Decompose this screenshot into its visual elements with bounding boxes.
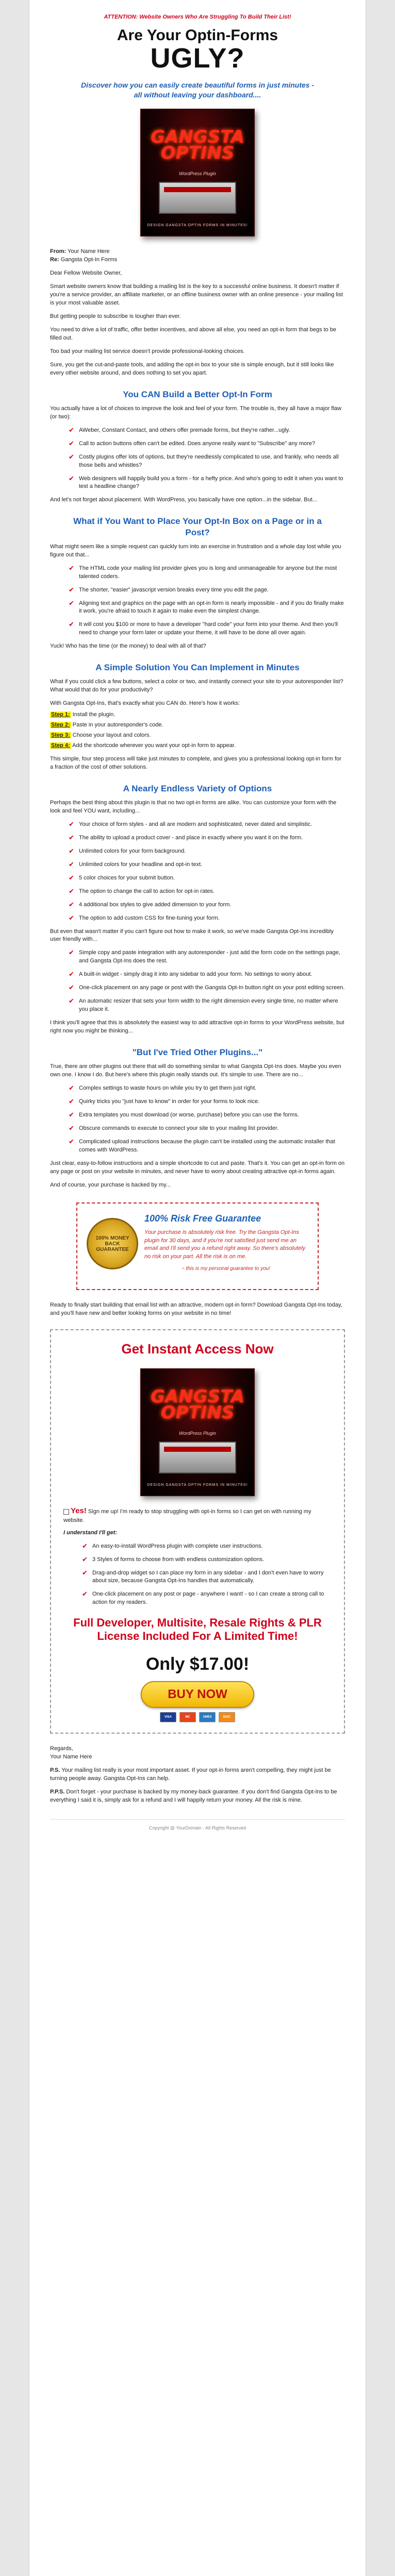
- list-item-text: Unlimited colors for your headline and opt-in text.: [79, 861, 203, 868]
- guarantee-signature: ~ this is my personal guarantee to you!: [181, 1266, 271, 1272]
- list-item: [69, 1098, 345, 1106]
- list-item: [69, 821, 345, 829]
- section4-outro: I think you'll agree that this is absolutely the easiest way to add attractive opt-in forms to your WordPress website, but right now you might be thinking...: [50, 1020, 344, 1034]
- checkmark-icon: ✔: [69, 1137, 74, 1145]
- card-visa-icon: VISA: [160, 1712, 176, 1722]
- guarantee-box: [76, 1202, 319, 1290]
- list-item-text: Extra templates you must download (or worse, purchase) before you can use the forms.: [79, 1111, 299, 1118]
- list-item-text: An easy-to-install WordPress plugin with complete user instructions.: [92, 1543, 263, 1549]
- step-text: Choose your layout and colors.: [71, 732, 151, 739]
- list-item-text: An automatic resizer that sets your form width to the right dimension every single time, no matter where you place it.: [79, 998, 338, 1013]
- section5-p1: Just clear, easy-to-follow instructions and a simple shortcode to cut and paste. That's it. You can get an opt-in form on any page or post on your website in minutes, and never have to worry about creating attractive opt-in forms again.: [50, 1160, 345, 1175]
- section1-list: [69, 427, 345, 492]
- section5-list: [69, 1084, 345, 1155]
- step-text: Install the plugin.: [71, 711, 116, 718]
- checkmark-icon: ✔: [82, 1541, 88, 1550]
- checkmark-icon: ✔: [69, 474, 74, 482]
- intro-paragraph: Too bad your mailing list service doesn't provide professional-looking choices.: [50, 348, 245, 354]
- section2-heading: What if You Want to Place Your Opt-In Box on a Page or in a Post?: [73, 516, 322, 537]
- list-item: [82, 1590, 332, 1607]
- buy-now-button[interactable]: BUY NOW: [141, 1681, 254, 1708]
- order-product-box-screen: [159, 1442, 236, 1473]
- section5-p2: And of course, your purchase is backed by my...: [50, 1181, 171, 1188]
- letter-meta: From: Your Name Here Re: Gangsta Opt-In Forms: [50, 248, 118, 263]
- post-postscript: P.P.S. Don't forget - your purchase is backed by my money-back guarantee. If you don't find Gangsta Opt-Ins to be everything I said it is, simply ask for a refund and I will happily return your money. All the risk is mine.: [50, 1788, 337, 1803]
- product-box-title: GANGSTA OPTINS: [151, 127, 244, 163]
- order-product-box-title: GANGSTA OPTINS: [151, 1386, 244, 1423]
- list-item-text: Drag-and-drop widget so I can place my form in any sidebar - and I don't even have to worry about size, because Gangsta Opt-Ins handles that automatically.: [92, 1569, 324, 1584]
- list-item-text: Complex settings to waste hours on while you try to get them just right.: [79, 1085, 257, 1092]
- checkbox-icon[interactable]: [63, 1509, 69, 1515]
- step-label: Step 2:: [51, 722, 70, 728]
- buy-button-wrap: [63, 1681, 332, 1708]
- list-item-text: Web designers will happily build you a form - for a hefty price. And who's going to edit it when you want to test a headline change?: [79, 475, 343, 490]
- checkmark-icon: ✔: [69, 997, 74, 1005]
- section1-heading: You CAN Build a Better Opt-In Form: [123, 389, 272, 399]
- list-item: [69, 997, 345, 1014]
- list-item: [82, 1543, 332, 1551]
- product-box-tagline: DESIGN GANGSTA OPTIN FORMS IN MINUTES!: [147, 224, 248, 228]
- checkmark-icon: ✔: [69, 1124, 74, 1132]
- list-item: [69, 600, 345, 616]
- list-item: [69, 565, 345, 581]
- checkmark-icon: ✔: [82, 1590, 88, 1598]
- checkmark-icon: ✔: [69, 585, 74, 594]
- step-text: Add the shortcode wherever you want your opt-in form to appear.: [71, 742, 236, 749]
- list-item-text: Your choice of form styles - and all are modern and sophisticated, never dated and simplistic.: [79, 821, 312, 828]
- intro-paragraph: You need to drive a lot of traffic, offer better incentives, and above all else, you need an opt-in form that begs to be filled out.: [50, 326, 337, 341]
- card-disc-icon: DISC: [219, 1712, 235, 1722]
- understand-line: I understand I'll get:: [63, 1529, 118, 1536]
- checkmark-icon: ✔: [82, 1555, 88, 1563]
- product-box-screen: [159, 182, 236, 214]
- list-item-text: Complicated upload instructions because the plugin can't be installed using the automatic installer that comes with WordPress.: [79, 1138, 335, 1153]
- yes-text: Sign me up! I'm ready to stop struggling with opt-in forms so I can get on with running my website.: [63, 1509, 311, 1523]
- list-item-text: Simple copy and paste integration with any autoresponder - just add the form code on the settings page, and Gangsta Opt-Ins does the rest.: [79, 950, 340, 964]
- card-amex-icon: AMEX: [199, 1712, 216, 1722]
- step-label: Step 3:: [51, 732, 70, 739]
- step-item: [50, 721, 345, 730]
- list-item-text: Unlimited colors for your form background.: [79, 848, 186, 854]
- intro-paragraphs: [50, 283, 345, 377]
- subheadline: Discover how you can easily create beautiful forms in just minutes - all without leaving your dashboard....: [81, 80, 315, 99]
- list-item: [82, 1569, 332, 1586]
- checkmark-icon: ✔: [69, 820, 74, 828]
- postscript: P.S. Your mailing list really is your most important asset. If your opt-in forms aren't compelling, they might just be turning people away. Gangsta Opt-Ins can help.: [50, 1767, 331, 1782]
- list-item: [69, 834, 345, 842]
- list-item-text: AWeber, Constant Contact, and others offer premade forms, but they're rather...ugly.: [79, 427, 290, 433]
- checkmark-icon: ✔: [69, 873, 74, 882]
- guarantee-seal-icon: 100% MONEY BACK GUARANTEE: [87, 1218, 138, 1269]
- section1-intro: You actually have a lot of choices to improve the look and feel of your form. The trouble is, they all have a major flaw (or two):: [50, 405, 341, 420]
- section3-p1: What if you could click a few buttons, select a color or two, and instantly connect your site to your autoresponder list? What would that do for your productivity?: [50, 679, 343, 693]
- step-text: Paste in your autoresponder's code.: [71, 722, 163, 728]
- list-item: [69, 586, 345, 595]
- checkmark-icon: ✔: [69, 452, 74, 461]
- list-item-text: Aligning text and graphics on the page with an opt-in form is nearly impossible - and if you do finally make it work, you're afraid to touch it again to make even the simplest change.: [79, 600, 344, 615]
- sales-page: [29, 0, 366, 2576]
- step-item: [50, 711, 345, 719]
- list-item-text: The HTML code your mailing list provider gives you is long and unmanageable for anyone but the most talented coders.: [79, 565, 337, 580]
- pre-order-text: Ready to finally start building that email list with an attractive, modern opt-in form? Download Gangsta Opt-Ins today, and you'll have new and better looking forms on your website in no time!: [50, 1302, 342, 1317]
- greeting: Dear Fellow Website Owner,: [50, 270, 122, 277]
- list-item-text: Call to action buttons often can't be edited. Does anyone really want to "Subscribe" any more?: [79, 440, 316, 447]
- list-item-text: The shorter, "easier" javascript version breaks every time you edit the page.: [79, 586, 269, 593]
- signature: Regards, Your Name Here: [50, 1745, 92, 1760]
- list-item: [69, 901, 345, 909]
- checkmark-icon: ✔: [69, 900, 74, 908]
- checkmark-icon: ✔: [82, 1568, 88, 1577]
- checkmark-icon: ✔: [69, 564, 74, 572]
- list-item: [69, 914, 345, 923]
- list-item: [69, 621, 345, 637]
- checkmark-icon: ✔: [69, 620, 74, 629]
- section3-p2: With Gangsta Opt-Ins, that's exactly what you CAN do. Here's how it works:: [50, 700, 240, 707]
- intro-paragraph: Smart website owners know that building a mailing list is the key to a successful online business. It doesn't matter if you're a service provider, an affiliate marketer, or an offline business owner with an online presence - your mailing list is your most valuable asset.: [50, 283, 343, 307]
- intro-paragraph: Sure, you get the cut-and-paste tools, and adding the opt-in box to your site is simple enough, but it still looks like every other website around, and does nothing to set you apart.: [50, 361, 334, 376]
- product-box-wrap: [50, 99, 345, 236]
- payment-cards: [63, 1712, 332, 1722]
- section4-list2: [69, 949, 345, 1014]
- section3-p3: This simple, four step process will take just minutes to complete, and gives you a professional looking opt-in form for a fraction of the cost of other solutions.: [50, 756, 341, 770]
- attention-line: ATTENTION: Website Owners Who Are Struggling To Build Their List!: [104, 14, 291, 20]
- step-item: [50, 732, 345, 740]
- step-label: Step 1:: [51, 711, 70, 718]
- list-item: [69, 971, 345, 979]
- order-product-box-subtitle: WordPress Plugin: [178, 1431, 217, 1436]
- checkmark-icon: ✔: [69, 1097, 74, 1105]
- step-label: Step 4:: [51, 742, 70, 749]
- section5-heading: "But I've Tried Other Plugins...": [132, 1047, 263, 1057]
- list-item: [69, 1138, 345, 1155]
- list-item: [69, 1111, 345, 1120]
- list-item: [82, 1556, 332, 1564]
- checkmark-icon: ✔: [69, 887, 74, 895]
- guarantee-heading: 100% Risk Free Guarantee: [144, 1213, 261, 1224]
- section4-mid: But even that wasn't matter if you can't figure out how to make it work, so we've made Gangsta Opt-Ins incredibly user friendly with...: [50, 928, 334, 943]
- checkmark-icon: ✔: [69, 426, 74, 434]
- headline-ugly: UGLY?: [150, 42, 245, 74]
- checkmark-icon: ✔: [69, 1084, 74, 1092]
- intro-paragraph: But getting people to subscribe is tougher than ever.: [50, 313, 181, 320]
- list-item-text: Costly plugins offer lots of options, but they're needlessly complicated to use, and frankly, who needs all those bells and whistles?: [79, 453, 339, 468]
- step-item: [50, 742, 345, 750]
- list-item-text: 4 additional box styles to give added dimension to your form.: [79, 901, 232, 908]
- list-item-text: The ability to upload a product cover - and place in exactly where you want it on the form.: [79, 834, 303, 841]
- section2-outro: Yuck! Who has the time (or the money) to deal with all of that?: [50, 643, 206, 650]
- list-item-text: 3 Styles of forms to choose from with endless customization options.: [92, 1556, 265, 1563]
- headline: Are Your Optin-Forms: [117, 26, 278, 44]
- section4-heading: A Nearly Endless Variety of Options: [123, 783, 272, 793]
- checkmark-icon: ✔: [69, 970, 74, 978]
- checkmark-icon: ✔: [69, 439, 74, 447]
- section5-intro: True, there are other plugins out there that will do something similar to what Gangsta Opt-Ins does. Maybe you even own one. I know I do. But here's where this plugin really stands out. It's simple to use. There are no...: [50, 1063, 341, 1078]
- list-item: [69, 861, 345, 869]
- list-item-text: The option to add custom CSS for fine-tuning your form.: [79, 914, 220, 921]
- order-product-box-tagline: DESIGN GANGSTA OPTIN FORMS IN MINUTES!: [147, 1483, 248, 1487]
- checkmark-icon: ✔: [69, 1110, 74, 1118]
- section2-list: [69, 565, 345, 638]
- list-item: [69, 984, 345, 992]
- checkmark-icon: ✔: [69, 913, 74, 922]
- list-item: [69, 949, 345, 965]
- section1-outro: And let's not forget about placement. With WordPress, you basically have one option...in the sidebar. But...: [50, 497, 317, 503]
- list-item: [69, 475, 345, 492]
- order-product-box-image: [140, 1368, 255, 1496]
- section4-intro: Perhaps the best thing about this plugin is that no two opt-in forms are alike. You can customize your form with the look and feel YOU want, including...: [50, 800, 337, 815]
- checkmark-icon: ✔: [69, 948, 74, 957]
- list-item: [69, 453, 345, 470]
- license-banner: Full Developer, Multisite, Resale Rights & PLR License Included For A Limited Time!: [73, 1616, 322, 1642]
- list-item: [69, 440, 345, 448]
- yes-statement: [63, 1505, 332, 1525]
- list-item-text: One-click placement on any post or page - anywhere I want! - so I can create a strong call to action for my readers.: [92, 1591, 324, 1606]
- section3-heading: A Simple Solution You Can Implement in Minutes: [95, 663, 300, 673]
- price: Only $17.00!: [145, 1654, 250, 1674]
- list-item: [69, 874, 345, 883]
- checkmark-icon: ✔: [69, 860, 74, 868]
- list-item-text: A built-in widget - simply drag it into any sidebar to add your form. No settings to worry about.: [79, 971, 312, 978]
- list-item: [69, 848, 345, 856]
- order-product-box-wrap: [63, 1359, 332, 1496]
- order-box: [50, 1329, 345, 1734]
- list-item: [69, 888, 345, 896]
- section4-list: [69, 821, 345, 923]
- order-list: [82, 1543, 332, 1607]
- list-item: [69, 427, 345, 435]
- list-item-text: Obscure commands to execute to connect your site to your mailing list provider.: [79, 1125, 279, 1131]
- product-box-subtitle: WordPress Plugin: [178, 171, 217, 177]
- checkmark-icon: ✔: [69, 984, 74, 992]
- checkmark-icon: ✔: [69, 846, 74, 855]
- product-box-image: [140, 109, 255, 236]
- list-item-text: Quirky tricks you "just have to know" in order for your forms to look nice.: [79, 1098, 260, 1105]
- checkmark-icon: ✔: [69, 599, 74, 607]
- footer-copyright: Copyright @ YourDomain - All Rights Reserved: [50, 1819, 345, 1832]
- list-item-text: The option to change the call to action for opt-in rates.: [79, 888, 215, 894]
- card-mc-icon: MC: [179, 1712, 196, 1722]
- order-heading: Get Instant Access Now: [121, 1341, 274, 1357]
- list-item-text: 5 color choices for your submit button.: [79, 874, 175, 881]
- list-item-text: It will cost you $100 or more to have a developer "hard code" your form into your theme. And then you'll need to change your form later or update your theme, it will have to be done all over again.: [79, 621, 338, 636]
- checkmark-icon: ✔: [69, 833, 74, 841]
- list-item: [69, 1125, 345, 1133]
- yes-word: Yes!: [71, 1506, 87, 1516]
- list-item: [69, 1084, 345, 1093]
- section2-intro: What might seem like a simple request can quickly turn into an exercise in frustration and a whole day lost while you figure out that...: [50, 543, 341, 558]
- list-item-text: One-click placement on any page or post with the Gangsta Opt-In button right on your post editing screen.: [79, 985, 345, 991]
- steps-list: [50, 711, 345, 750]
- guarantee-text: Your purchase is absolutely risk free. Try the Gangsta Opt-Ins plugin for 30 days, and if you're not satisfied just send me an email and I'll send you a refund right away. So there's absolutely no risk on your part. All the risk is on me.: [144, 1229, 306, 1260]
